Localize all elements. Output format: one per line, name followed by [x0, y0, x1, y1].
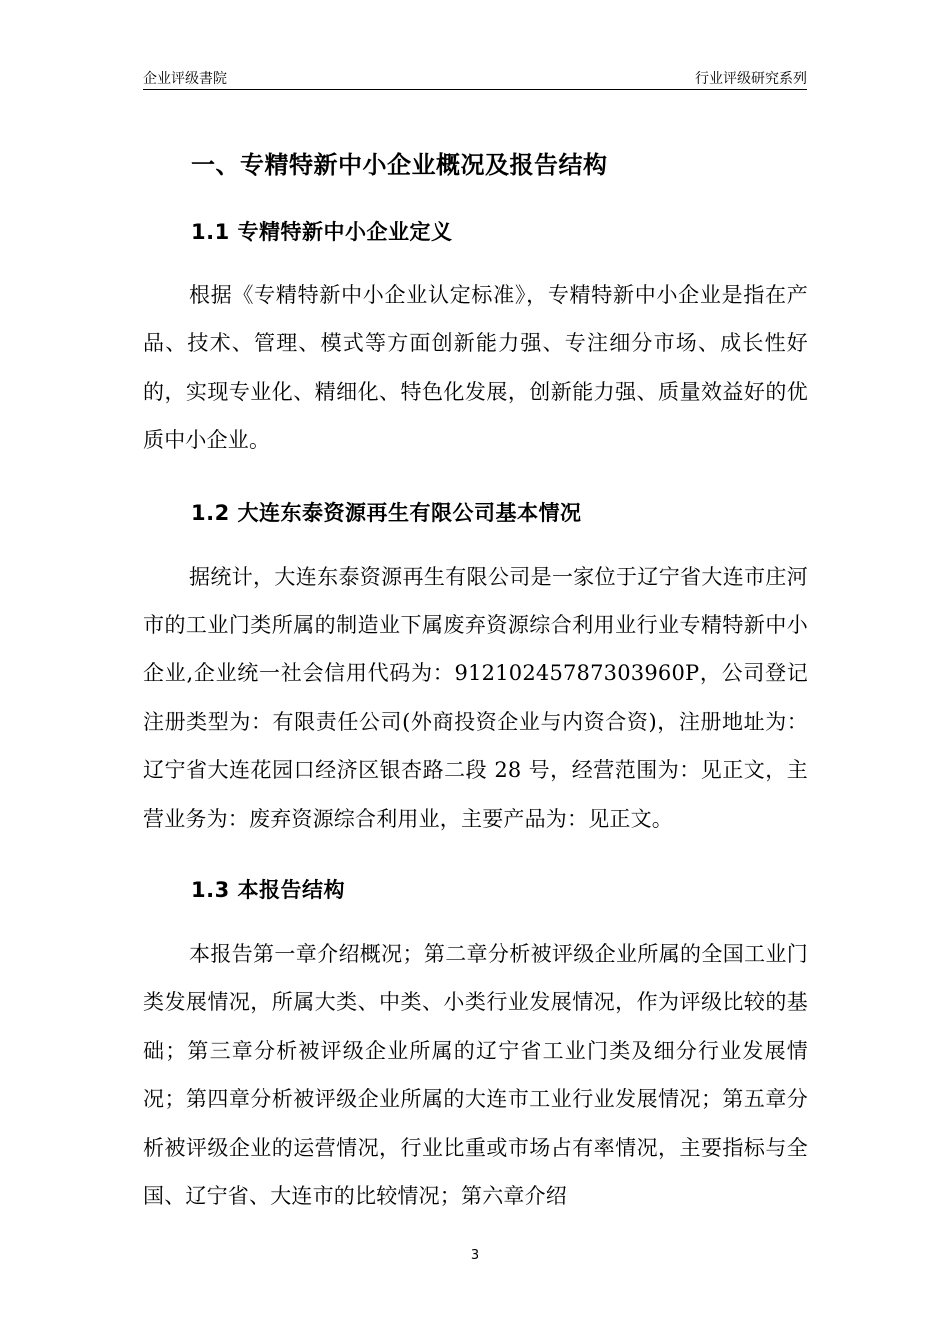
page-header [143, 64, 807, 90]
subsection-heading-1-2: 1.2 大连东泰资源再生有限公司基本情况 [191, 500, 582, 525]
subsection-heading-1-3: 1.3 本报告结构 [191, 878, 346, 903]
page-content [143, 140, 808, 1221]
subsection-paragraph-1-3: 本报告第一章介绍概况；第二章分析被评级企业所属的全国工业门类发展情况，所属大类、中类、小类行业发展情况，作为评级比较的基础；第三章分析被评级企业所属的辽宁省工业门类及细分行业发展情况；第四章分析被评级企业所属的大连市工业行业发展情况；第五章分析被评级企业的运营情况，行业比重或市场占有率情况，主要指标与全国、辽宁省、大连市的比较情况；第六章介绍 [143, 942, 808, 1209]
subsection-paragraph-1-1: 根据《专精特新中小企业认定标准》，专精特新中小企业是指在产品、技术、管理、模式等方面创新能力强、专注细分市场、成长性好的，实现专业化、精细化、特色化发展，创新能力强、质量效益好的优质中小企业。 [143, 283, 808, 453]
header-left-text: 企业评级書院 [143, 71, 227, 87]
section-title: 一、专精特新中小企业概况及报告结构 [191, 151, 608, 179]
page-number: 3 [470, 1248, 480, 1263]
subsection-paragraph-1-2: 据统计，大连东泰资源再生有限公司是一家位于辽宁省大连市庄河市的工业门类所属的制造业下属废弃资源综合利用业行业专精特新中小企业,企业统一社会信用代码为：91210245787303960P，公司登记注册类型为：有限责任公司(外商投资企业与内资合资)，注册地址为：辽宁省大连花园口经济区银杏路二段 28 号，经营范围为：见正文，主营业务为：废弃资源综合利用业，主要产品为：见正文。 [143, 564, 808, 831]
subsection-heading-1-1: 1.1 专精特新中小企业定义 [191, 220, 453, 244]
header-right-text: 行业评级研究系列 [695, 71, 807, 87]
